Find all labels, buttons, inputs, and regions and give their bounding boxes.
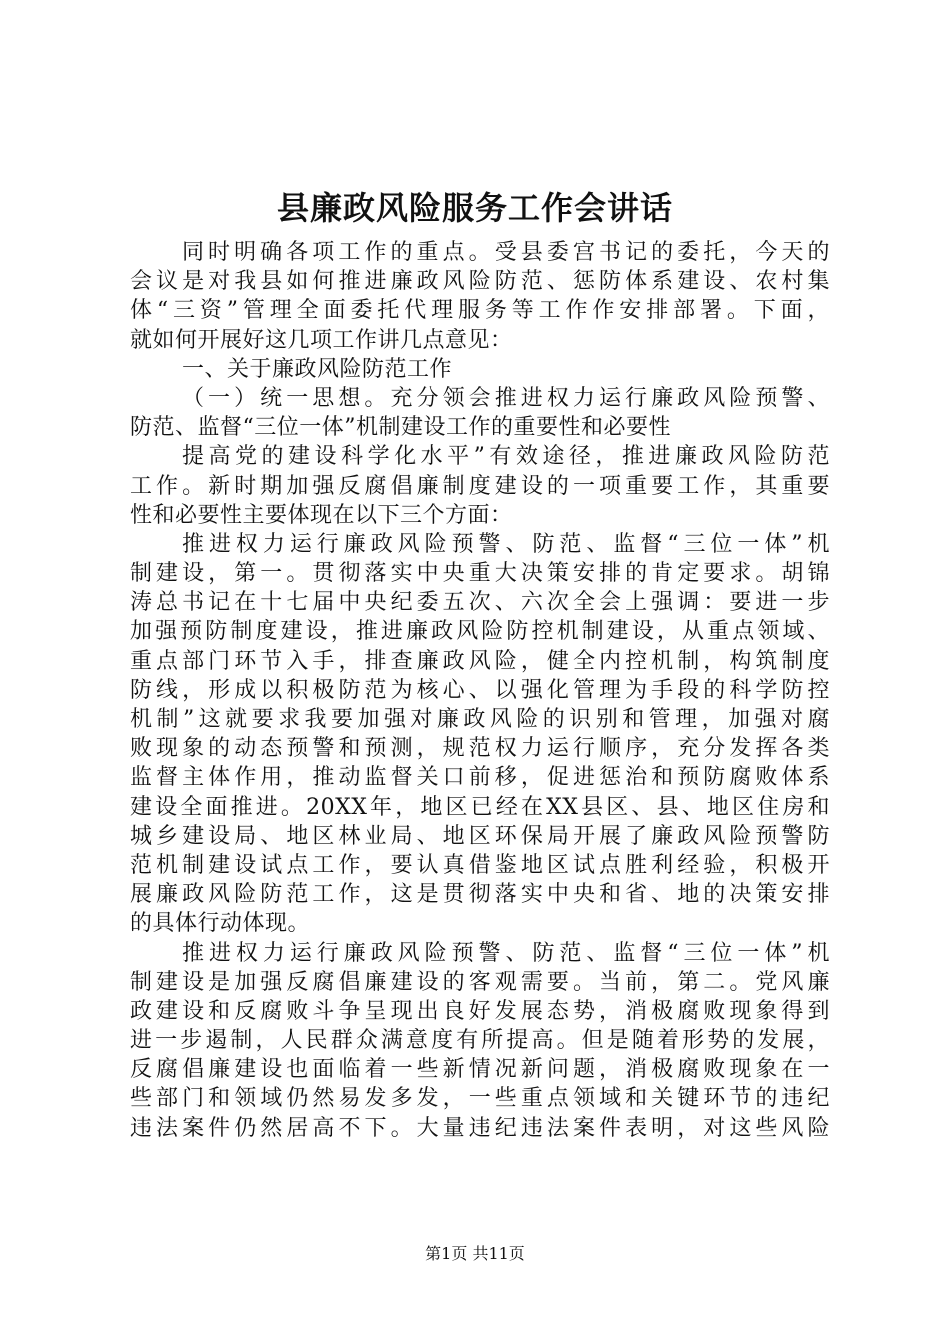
text-line: 防线，形成以积极防范为核心、以强化管理为手段的科学防控 [130, 677, 830, 703]
text-line: 重点部门环节入手，排查廉政风险，健全内控机制，构筑制度 [130, 648, 830, 674]
text-line: 一、关于廉政风险防范工作 [182, 356, 453, 382]
text-line: 推进权力运行廉政风险预警、防范、监督“三位一体”机 [182, 940, 830, 966]
text-line: 监督主体作用，推动监督关口前移，促进惩治和预防腐败体系 [130, 765, 830, 791]
text-line: 进一步遏制，人民群众满意度有所提高。但是随着形势的发展， [130, 1028, 830, 1054]
text-line: 加强预防制度建设，推进廉政风险防控机制建设，从重点领域、 [130, 619, 830, 645]
text-line: 性和必要性主要体现在以下三个方面： [130, 502, 513, 528]
text-line: 就如何开展好这几项工作讲几点意见： [130, 327, 513, 353]
text-line: 涛总书记在十七届中央纪委五次、六次全会上强调：要进一步 [130, 590, 830, 616]
text-line: 建设全面推进。20XX年，地区已经在XX县区、县、地区住房和 [130, 794, 830, 820]
page-footer: 第1页 共11页 [425, 1244, 525, 1263]
text-line: 展廉政风险防范工作，这是贯彻落实中央和省、地的决策安排 [130, 882, 830, 908]
text-line: 会议是对我县如何推进廉政风险防范、惩防体系建设、农村集 [130, 269, 830, 295]
text-line: （一）统一思想。充分领会推进权力运行廉政风险预警、 [182, 385, 830, 411]
text-line: 提高党的建设科学化水平”有效途径，推进廉政风险防范 [182, 444, 830, 470]
text-line: 范机制建设试点工作，要认真借鉴地区试点胜利经验，积极开 [130, 852, 830, 878]
text-line: 体“三资”管理全面委托代理服务等工作作安排部署。下面， [130, 298, 830, 324]
text-line: 政建设和反腐败斗争呈现出良好发展态势，消极腐败现象得到 [130, 998, 830, 1024]
text-line: 工作。新时期加强反腐倡廉制度建设的一项重要工作，其重要 [130, 473, 830, 499]
text-line: 机制”这就要求我要加强对廉政风险的识别和管理，加强对腐 [130, 707, 830, 732]
text-line: 城乡建设局、地区林业局、地区环保局开展了廉政风险预警防 [130, 823, 830, 849]
text-line: 些部门和领域仍然易发多发，一些重点领域和关键环节的违纪 [130, 1086, 830, 1112]
document-body [130, 238, 830, 1143]
page-title: 县廉政风险服务工作会讲话 [276, 189, 673, 227]
text-line: 推进权力运行廉政风险预警、防范、监督“三位一体”机 [182, 531, 830, 557]
text-line: 制建设，第一。贯彻落实中央重大决策安排的肯定要求。胡锦 [130, 561, 830, 587]
text-line: 败现象的动态预警和预测，规范权力运行顺序，充分发挥各类 [130, 736, 830, 762]
text-line: 违法案件仍然居高不下。大量违纪违法案件表明，对这些风险 [130, 1115, 830, 1141]
text-line: 防范、监督“三位一体”机制建设工作的重要性和必要性 [130, 415, 671, 441]
text-line: 制建设是加强反腐倡廉建设的客观需要。当前，第二。党风廉 [130, 969, 830, 995]
text-line: 同时明确各项工作的重点。受县委宫书记的委托，今天的 [182, 240, 830, 265]
text-line: 反腐倡廉建设也面临着一些新情况新问题，消极腐败现象在一 [130, 1057, 830, 1083]
text-line: 的具体行动体现。 [130, 911, 311, 937]
